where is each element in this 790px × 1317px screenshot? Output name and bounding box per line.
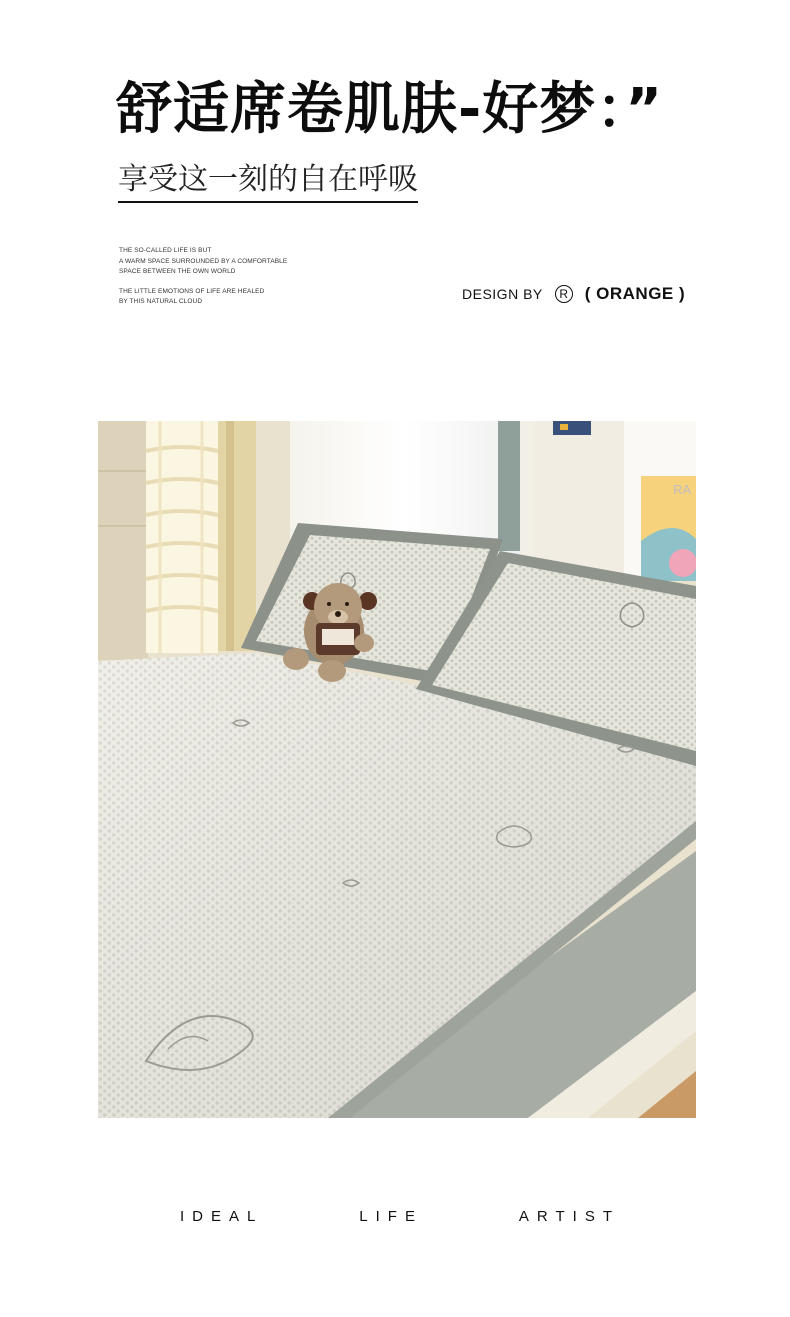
wave-lamp [146,421,218,653]
footer-word-ideal: IDEAL [180,1208,264,1225]
design-by-label: DESIGN BY [462,286,543,302]
blurb-paragraph-2: THE LITTLE EMOTIONS OF LIFE ARE HEALED BY THIS NATURAL CLOUD [119,287,265,305]
english-blurb [119,246,339,317]
design-credit [462,284,685,304]
product-photo [98,421,696,1118]
subheadline: 享受这一刻的自在呼吸 [118,160,418,203]
brand-name: ( ORANGE ) [584,284,686,303]
headline: 舒适席卷肌肤-好梦：” [116,77,664,142]
registered-mark-icon: R [555,285,573,303]
footer-word-life: LIFE [359,1208,423,1225]
footer-tagline [180,1208,620,1225]
footer-word-artist: ARTIST [518,1208,620,1225]
poster-text: RA [673,482,692,497]
blurb-paragraph-1: THE SO-CALLED LIFE IS BUT A WARM SPACE SURROUNDED BY A COMFORTABLE SPACE BETWEEN THE OWN WORLD [119,247,288,275]
